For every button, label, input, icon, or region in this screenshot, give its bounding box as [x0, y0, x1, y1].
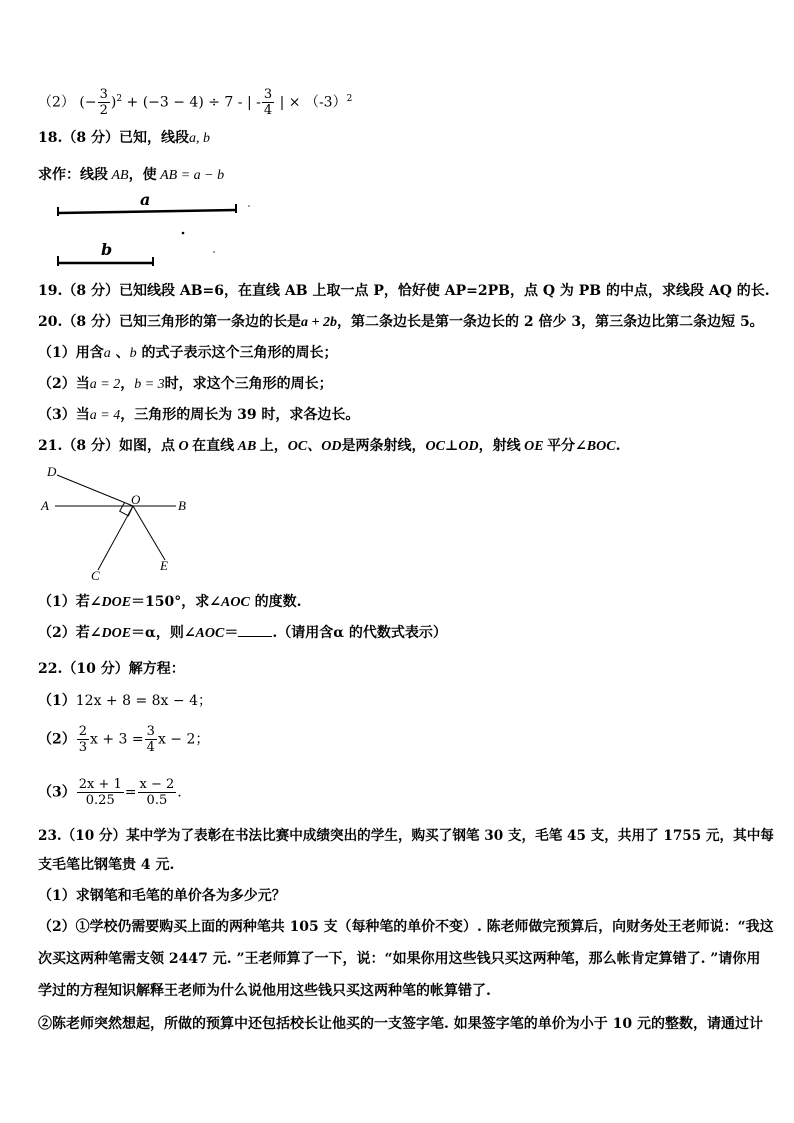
label-D: D [47, 464, 57, 479]
q19-text: 19.（8 分）已知线段 AB=6，在直线 AB 上取一点 P，恰好使 AP=2PB，点 Q 为 PB 的中点，求线段 AQ 的长. [38, 283, 770, 299]
answer-blank [238, 624, 272, 637]
label-B: B [178, 498, 186, 513]
q18-heading: 18.（8 分）已知，线段a, b [38, 130, 210, 146]
q23-sub2-line4: ②陈老师突然想起，所做的预算中还包括校长让他买的一支签字笔. 如果签字笔的单价为小于 10 元的整数，请通过计 [38, 1016, 763, 1032]
label-E: E [160, 558, 168, 573]
q23-sub1: （1）求钢笔和毛笔的单价各为多少元？ [38, 888, 286, 904]
label-A: A [41, 498, 49, 513]
q18-segment-figure [48, 188, 268, 270]
q21-heading: 21.（8 分）如图，点 O 在直线 AB 上，OC、OD是两条射线，OC⊥OD，射线 OE 平分∠BOC. [38, 438, 621, 454]
ray-od [57, 475, 133, 506]
segment-b-label: b [101, 240, 113, 259]
q22-heading: 22.（10 分）解方程： [38, 661, 185, 677]
q21-sub1: （1）若∠DOE＝150°，求∠AOC 的度数. [38, 594, 302, 610]
q22-eq2: （2） $\frac{2}{3}$ x + 3 = $\frac{3}{4}$ x − 2； [38, 724, 210, 755]
q22-eq3: （3） $\frac{2x + 1}{0.25}$ = $\frac{x - 2}{0.5}$ . [38, 777, 182, 808]
q22-eq1: （1）12x + 8 = 8x − 4； [38, 693, 212, 709]
q20-sub2: （2）当a = 2，b = 3时，求这个三角形的周长； [38, 376, 333, 392]
q23-sub2-line1: （2）①学校仍需要购买上面的两种笔共 105 支（每种笔的单价不变）. 陈老师做完预算后，向财务处王老师说：“我这 [38, 919, 774, 935]
q17-part2-expression: （2） (− $\frac{3}{2}$ )$^2$ + (−3 − 4) ÷ 7 - | - $\frac{3}{4}$ | × $(-3)^2$ [38, 87, 353, 118]
label-O: O [131, 492, 141, 507]
q23-heading-line2: 支毛笔比钢笔贵 4 元. [38, 857, 175, 873]
q20-sub1: （1）用含a 、b 的式子表示这个三角形的周长； [38, 345, 338, 361]
q21-angle-figure [38, 460, 208, 585]
fraction: $\frac{3}{4}$ [263, 87, 273, 118]
q23-heading-line1: 23.（10 分）某中学为了表彰在书法比赛中成绩突出的学生，购买了钢笔 30 支，毛笔 45 支，共用了 1755 元，其中每 [38, 828, 774, 844]
fraction: $\frac{3}{2}$ [99, 87, 108, 118]
q18-task: 求作：线段 AB，使 AB = a − b [38, 167, 225, 183]
q23-sub2-line2: 次买这两种笔需支领 2447 元. ”王老师算了一下，说：“如果你用这些钱只买这两种笔，那么帐肯定算错了. ”请你用 [38, 951, 761, 967]
q21-sub2: （2）若∠DOE＝α，则∠AOC＝ .（请用含α 的代数式表示） [38, 625, 447, 641]
q20-heading: 20.（8 分）已知三角形的第一条边的长是a + 2b，第二条边长是第一条边长的 2 倍少 3，第三条边比第二条边短 5。 [38, 314, 764, 330]
label-C: C [91, 568, 100, 583]
ray-oe [133, 506, 165, 560]
q23-sub2-line3: 学过的方程知识解释王老师为什么说他用这些钱只买这两种笔的帐算错了. [38, 983, 491, 999]
segment-a-label: a [140, 190, 151, 209]
q20-sub3: （3）当a = 4，三角形的周长为 39 时，求各边长。 [38, 407, 360, 423]
